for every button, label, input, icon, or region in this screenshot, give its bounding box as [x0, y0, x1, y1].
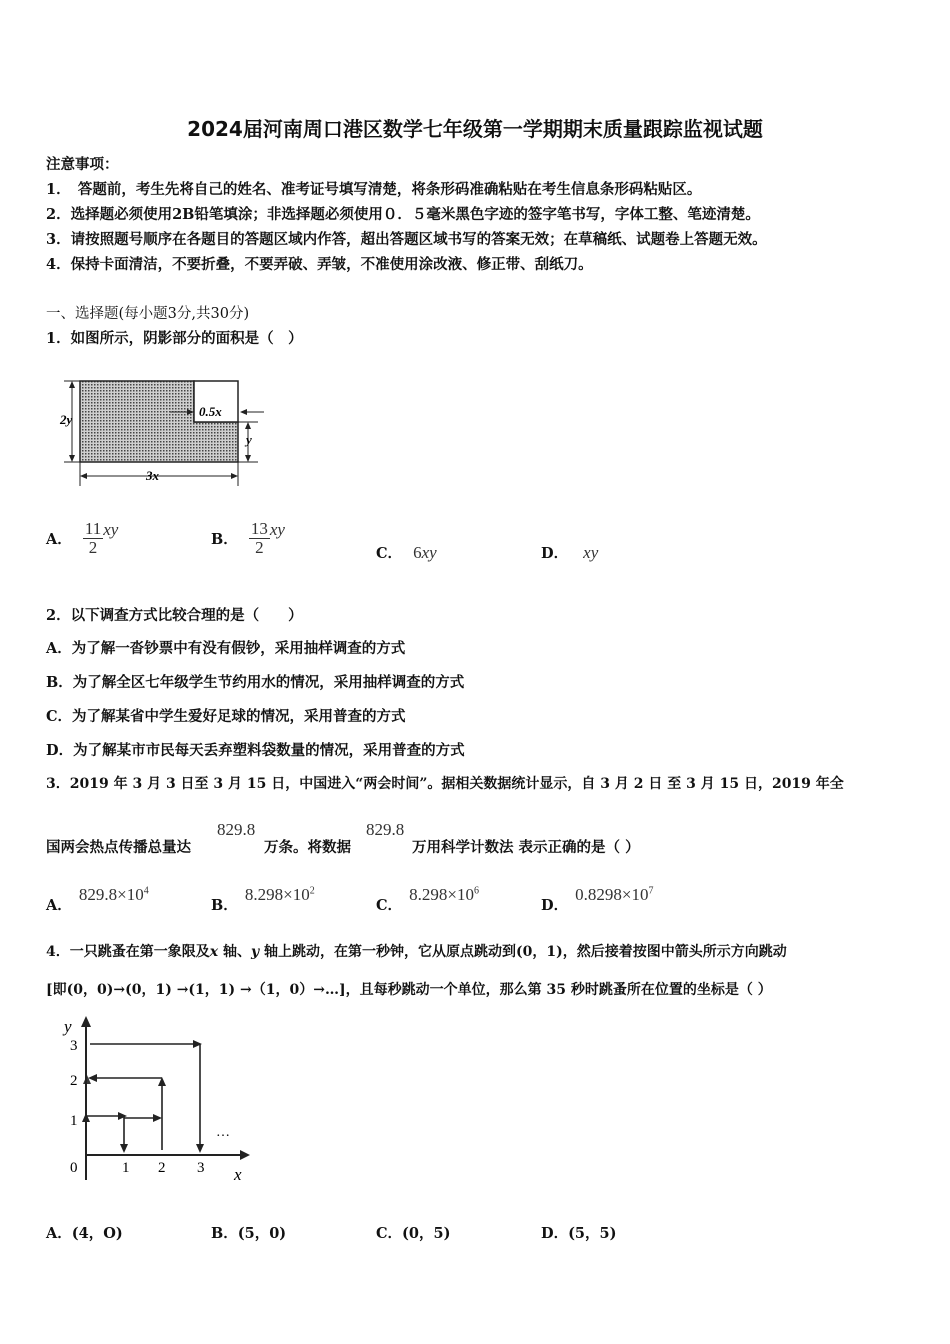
notice-item: 2．选择题必须使用2B铅笔填涂；非选择题必须使用０．５毫米黑色字迹的签字笔书写，字体工整、笔迹清楚。 [46, 206, 760, 223]
q2-option-b[interactable]: B．为了解全区七年级学生节约用水的情况，采用抽样调查的方式 [46, 674, 465, 691]
q2-option-a[interactable]: A．为了解一沓钞票中有没有假钞，采用抽样调查的方式 [46, 640, 406, 657]
q4-x-tick: 1 [122, 1160, 130, 1176]
q4-option-b[interactable]: B．(5，0) [211, 1225, 287, 1242]
section-heading: 一、选择题(每小题3分,共30分) [46, 306, 250, 322]
q4-option-c[interactable]: C．(0，5) [376, 1225, 451, 1242]
q1-figure [58, 372, 268, 492]
q2-option-c[interactable]: C．为了解某省中学生爱好足球的情况，采用普查的方式 [46, 708, 406, 725]
q3-value-2: 829.8 [366, 820, 405, 839]
q4-y-tick: 3 [70, 1038, 78, 1054]
notice-item: 4．保持卡面清洁，不要折叠，不要弄破、弄皱，不准使用涂改液、修正带、刮纸刀。 [46, 256, 593, 273]
q1-option-a[interactable]: A． $\frac{11}{2}$ xy [46, 519, 119, 557]
q1-option-c[interactable]: C． 6xy [376, 543, 437, 562]
q3-option-a[interactable]: A． $829.8\times 10^4$ [46, 885, 149, 914]
q4-y-tick: 1 [70, 1113, 78, 1129]
q4-stem-line2: [即(0，0)→(0，1) →(1，1) →（1，0）→…]，且每秒跳动一个单位，那么第 35 秒时跳蚤所在位置的坐标是（ ） [46, 982, 772, 998]
q1-label-2y: 2y [60, 412, 73, 427]
q3-option-c[interactable]: C． $8.298\times 10^6$ [376, 885, 479, 914]
q1-label-3x: 3x [146, 468, 159, 483]
q1-label-0.5x: 0.5x [199, 404, 222, 419]
q4-option-a[interactable]: A．(4，O) [46, 1225, 123, 1242]
q4-x-tick: 2 [158, 1160, 166, 1176]
q4-x-axis-label: x [234, 1165, 242, 1184]
q3-value-1: 829.8 [217, 820, 256, 839]
q3-stem-part-c: 万用科学计数法 表示正确的是（ ） [412, 839, 640, 856]
q2-stem: 2．以下调查方式比较合理的是（ ） [46, 607, 303, 624]
q3-stem-part-a: 国两会热点传播总量达 [46, 839, 191, 856]
q4-y-axis-label: y [64, 1017, 72, 1036]
q4-y-tick: 2 [70, 1073, 78, 1089]
q4-x-tick: 3 [197, 1160, 205, 1176]
page-title: 2024届河南周口港区数学七年级第一学期期末质量跟踪监视试题 [187, 117, 763, 141]
q4-continuation-dots: … [216, 1125, 230, 1140]
q4-option-d[interactable]: D．(5，5) [541, 1225, 617, 1242]
q4-stem-line1: 4．一只跳蚤在第一象限及x 轴、y 轴上跳动，在第一秒钟，它从原点跳动到(0，1)，然后接着按图中箭头所示方向跳动 [46, 944, 787, 960]
notice-item: 1． 答题前，考生先将自己的姓名、准考证号填写清楚，将条形码准确粘贴在考生信息条形码粘贴区。 [46, 181, 702, 198]
notice-item: 3．请按照题号顺序在各题目的答题区域内作答，超出答题区域书写的答案无效；在草稿纸、试题卷上答题无效。 [46, 231, 767, 248]
q3-stem-part-b: 万条。将数据 [264, 839, 351, 856]
q3-option-d[interactable]: D． $0.8298\times 10^7$ [541, 885, 654, 914]
q1-option-d[interactable]: D． xy [541, 543, 599, 562]
q3-option-b[interactable]: B． $8.298\times 10^2$ [211, 885, 315, 914]
notice-heading: 注意事项： [46, 156, 119, 173]
q2-option-d[interactable]: D．为了解某市市民每天丢弃塑料袋数量的情况，采用普查的方式 [46, 742, 465, 759]
q3-stem-line1: 3．2019 年 3 月 3 日至 3 月 15 日，中国进入“两会时间”。据相关数据统计显示，自 3 月 2 日 至 3 月 15 日，2019 年全 [46, 776, 844, 792]
q4-origin-label: 0 [70, 1160, 78, 1176]
q1-option-b[interactable]: B． $\frac{13}{2}$ xy [211, 519, 285, 557]
q1-stem: 1．如图所示，阴影部分的面积是（ ） [46, 330, 303, 347]
q1-label-y: y [246, 432, 252, 447]
q4-figure [56, 1010, 256, 1185]
